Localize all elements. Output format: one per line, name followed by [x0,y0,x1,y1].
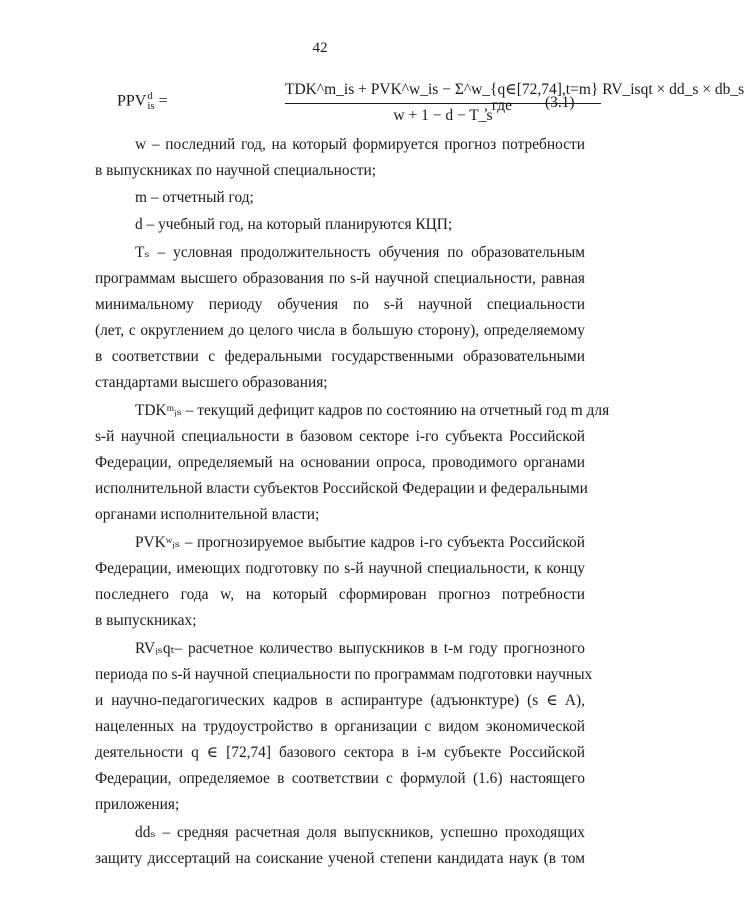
formula-3-1 [117,80,744,128]
text-line: (лет, с округлением до целого числа в большую сторону), определяемому [95,322,585,339]
text-line: Федерации, определяемое в соответствии с формулой (1.6) настоящего [95,770,585,787]
text-line: программам высшего образования по s-й научной специальности, равная [95,270,585,287]
text-line: PVKʷᵢₛ – прогнозируемое выбытие кадров i-го субъекта Российской [135,534,585,551]
text-line: Tₛ – условная продолжительность обучения по образовательным [135,244,585,261]
text-line: стандартами высшего образования; [95,374,328,391]
formula-numerator: TDK^m_is + PVK^w_is − Σ^w_{q∈[72,74],t=m} RV_isqt × dd_s × db_s [285,81,744,98]
formula-equation-number: (3.1) [545,94,575,111]
text-line: m – отчетный год; [135,189,254,206]
text-line: Федерации, имеющих подготовку по s-й научной специальности, к концу [95,560,585,577]
formula-denominator: w + 1 − d − T_s [393,107,493,124]
text-line: минимальному периоду обучения по s-й научной специальности [95,296,585,313]
text-line: w – последний год, на который формируется прогноз потребности [135,136,585,153]
text-line: защиту диссертаций на соискание ученой степени кандидата наук (в том [95,850,585,867]
text-line: ddₛ – средняя расчетная доля выпускников, успешно проходящих [135,824,585,841]
text-line: органами исполнительной власти; [95,506,320,523]
text-line: периода по s-й научной специальности по программам подготовки научных [95,666,593,683]
formula-equals: = [158,92,168,110]
page-number: 42 [312,40,328,56]
text-line: последнего года w, на который сформирован прогноз потребности [95,586,585,603]
text-line: деятельности q ∈ [72,74] базового сектора в i-м субъекте Российской [95,744,585,761]
formula-lhs-sup: d [147,90,153,102]
text-line: в соответствии с федеральными государственными образовательными [95,348,585,365]
text-line: TDKᵐᵢₛ – текущий дефицит кадров по состоянию на отчетный год m для [135,402,610,419]
text-line: RVᵢₛqₜ– расчетное количество выпускников в t-м году прогнозного [135,640,585,657]
text-line: исполнительной власти субъектов Российской Федерации и федеральными [95,480,588,497]
text-line: Федерации, определяемый на основании опроса, проводимого органами [95,454,585,471]
formula-tail: , где [484,97,512,114]
text-line: нацеленных на трудоустройство в организации с видом экономической [95,718,585,735]
formula-lhs-symbol: PPV [117,92,147,110]
text-line: s-й научной специальности в базовом секторе i-го субъекта Российской [95,428,585,445]
text-line: d – учебный год, на который планируются КЦП; [135,216,453,233]
formula-lhs [117,92,168,112]
text-line: приложения; [95,796,180,813]
formula-lhs-sub: is [147,99,155,112]
text-line: и научно-педагогических кадров в аспирантуре (адъюнктуре) (s ∈ A), [95,692,585,709]
text-line: в выпускниках; [95,612,197,629]
text-line: в выпускниках по научной специальности; [95,162,376,179]
